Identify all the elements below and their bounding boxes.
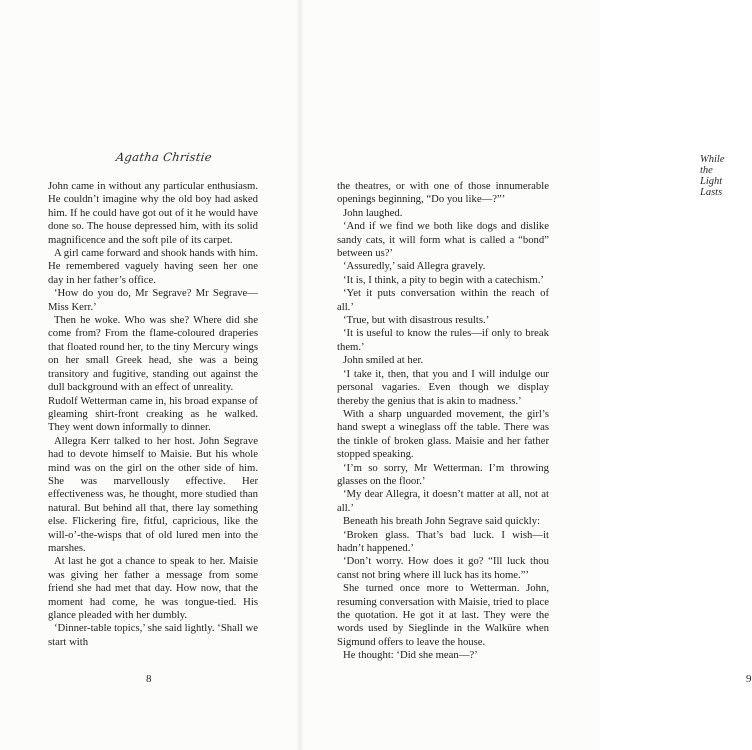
running-head-author: Agatha Christie xyxy=(115,150,213,164)
paragraph: ‘Dinner-table topics,’ she said lightly. ‘Shall we start with xyxy=(48,622,258,648)
paragraph: ‘Assuredly,’ said Allegra gravely. xyxy=(343,260,486,273)
paragraph: ‘Don’t worry. How does it go? “Ill luck thou canst not bring where ill luck has its home.”’ xyxy=(337,555,549,581)
paragraph: ‘Broken glass. That’s bad luck. I wish—it hadn’t happened.’ xyxy=(337,528,549,554)
paragraph: A girl came forward and shook hands with him. He remembered vaguely having seen her one day in her father’s office. xyxy=(48,247,258,286)
paragraph: ‘I take it, then, that you and I will indulge our personal vagaries. Even though we display thereby the genius that is akin to madness.’ xyxy=(337,367,549,407)
paragraph: She turned once more to Wetterman. John, resuming conversation with Maisie, tried to place the quotation. He got it at last. They were the words used by Sieglinde in the Walküre when Sigmund offers to leave the house. xyxy=(337,582,549,648)
right-page xyxy=(300,0,752,750)
paragraph: Then he woke. Who was she? Where did she come from? From the flame-coloured draperies that floated round her, to the tiny Mercury wings on her small Greek head, she was a being transitory and fugitive, standing out against the dull background with an effect of unreality. xyxy=(48,314,258,394)
page-number: 9 xyxy=(746,673,752,685)
paragraph: John laughed. xyxy=(343,206,403,219)
paragraph: ‘How do you do, Mr Segrave? Mr Segrave—Miss Kerr.’ xyxy=(48,287,258,313)
paragraph: Rudolf Wetterman came in, his broad expanse of gleaming shirt-front creaking as he walked. They went down informally to dinner. xyxy=(48,394,258,434)
paragraph: the theatres, or with one of those innumerable openings beginning, “Do you like—?”’ xyxy=(337,180,549,206)
page-number: 8 xyxy=(146,673,152,685)
paragraph: At last he got a chance to speak to her. Maisie was giving her father a message from some friend she had met that day. How now, that the moment had come, he was tongue-tied. His glance pleaded with her dumbly. xyxy=(48,555,258,621)
paragraph: ‘It is, I think, a pity to begin with a catechism.’ xyxy=(343,273,544,286)
paragraph: John came in without any particular enthusiasm. He couldn’t imagine why the old boy had asked him. If he could have got out of it he would have done so. The house depressed him, with its solid magnificence and the soft pile of its carpet. xyxy=(48,180,258,246)
paragraph: ‘Yet it puts conversation within the reach of all.’ xyxy=(337,287,549,313)
paragraph: John smiled at her. xyxy=(343,354,424,367)
right-page-text xyxy=(337,180,549,663)
paragraph: With a sharp unguarded movement, the girl’s hand swept a wineglass off the table. There was the tinkle of broken glass. Maisie and her father stopped speaking. xyxy=(337,407,549,461)
paragraph: ‘I’m so sorry, Mr Wetterman. I’m throwing glasses on the floor.’ xyxy=(337,461,549,487)
paragraph: Allegra Kerr talked to her host. John Segrave had to devote himself to Maisie. But his whole mind was on the girl on the other side of him. She was marvellously effective. Her effectiveness was, he thought, more studied than natural. But behind all that, there lay something else. Flickering fire, fitful, capricious, like the will-o’-the-wisps that of old lured men into the marshes. xyxy=(48,434,258,554)
paragraph: ‘It is useful to know the rules—if only to break them.’ xyxy=(337,327,549,353)
paragraph: ‘My dear Allegra, it doesn’t matter at all, not at all.’ xyxy=(337,488,549,514)
left-page xyxy=(0,0,300,750)
paragraph: Beneath his breath John Segrave said quickly: xyxy=(343,515,541,528)
paragraph: He thought: ‘Did she mean—?’ xyxy=(343,649,478,662)
paragraph: ‘And if we find we both like dogs and dislike sandy cats, it will form what is called a “bond” between us?’ xyxy=(337,220,549,260)
running-head-title: While the Light Lasts xyxy=(700,154,725,198)
paragraph: ‘True, but with disastrous results.’ xyxy=(343,314,490,327)
left-page-text xyxy=(48,180,258,649)
